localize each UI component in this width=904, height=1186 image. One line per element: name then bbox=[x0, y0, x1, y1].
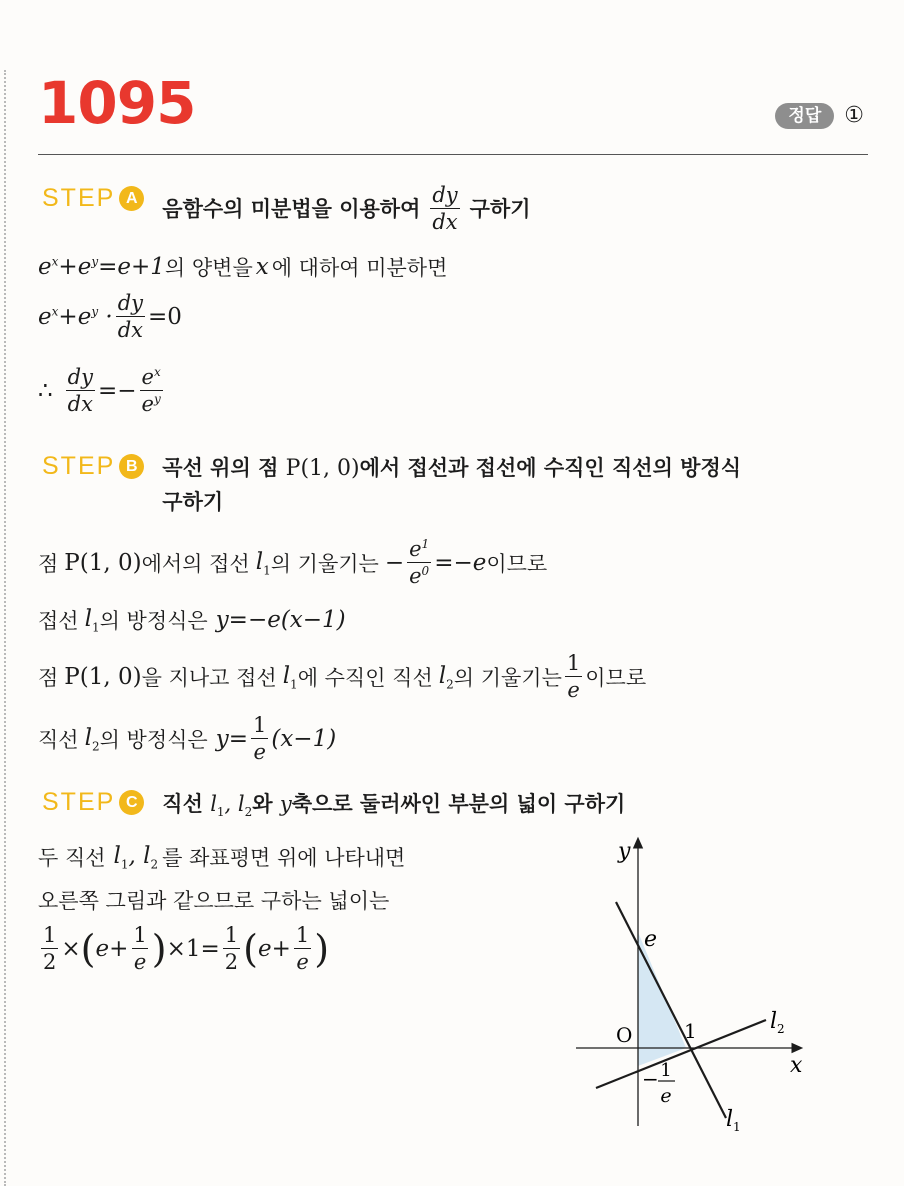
step-b-title-line2: 구하기 bbox=[162, 490, 224, 515]
step-b-line-3 bbox=[38, 652, 646, 702]
step-b-label: STEP bbox=[42, 452, 116, 480]
normal-equation-lhs: y= bbox=[215, 726, 248, 753]
half-fraction: $\frac{1}{2}$ bbox=[43, 923, 57, 975]
label-one: 1 bbox=[684, 1019, 697, 1043]
text-tangent: 접선 bbox=[38, 609, 79, 633]
step-c-title: 직선 $l_1$, $l_2$와 y축으로 둘러싸인 부분의 넓이 구하기 bbox=[162, 792, 626, 820]
text-tangent-at: 에서의 접선 bbox=[141, 552, 250, 577]
text-line: 직선 bbox=[38, 728, 79, 753]
label-origin: O bbox=[616, 1023, 633, 1047]
step-c-letter: C bbox=[119, 790, 144, 815]
step-a-line-3 bbox=[38, 366, 166, 416]
step-c-title-post: 축으로 둘러싸인 부분의 넓이 구하기 bbox=[291, 792, 626, 816]
equals-minus: =− bbox=[97, 378, 137, 405]
step-b-heading bbox=[42, 452, 741, 519]
tangent-equation: y=−e(x−1) bbox=[215, 607, 346, 633]
text-equation-is-2: 의 방정식은 bbox=[99, 728, 208, 753]
answer-value: ① bbox=[844, 103, 864, 129]
point-p-2: P(1, 0) bbox=[64, 550, 142, 577]
step-b-title-pre: 곡선 위의 점 bbox=[162, 456, 279, 480]
label-x: x bbox=[790, 1053, 803, 1078]
step-a-title-pre: 음함수의 미분법을 이용하여 bbox=[162, 196, 421, 221]
coordinate-graph bbox=[566, 836, 816, 1136]
var-x: x bbox=[255, 254, 269, 280]
equation-implicit: $e^x+e^y=e+1$ bbox=[38, 254, 165, 280]
step-c-title-pre: 직선 bbox=[162, 792, 203, 816]
header-rule bbox=[38, 154, 868, 155]
equation-derivative-lhs: $e^x+e^y$ · bbox=[38, 304, 113, 331]
e1-over-e0: $\frac{e^1}{e^0}$ bbox=[409, 537, 430, 589]
text-differentiate: 에 대하여 미분하면 bbox=[271, 256, 448, 280]
label-neg-den: e bbox=[660, 1085, 672, 1107]
ex-over-ey: $\frac{e^x}{e^y}$ bbox=[141, 365, 161, 417]
minus-sign: − bbox=[384, 550, 405, 577]
answer-badge: 정답 bbox=[775, 103, 834, 129]
l1-symbol: $l_1$ bbox=[255, 548, 271, 578]
dy-dx-fraction-2: $\frac{dy}{dx}$ bbox=[117, 291, 144, 343]
step-b-letter: B bbox=[119, 454, 144, 479]
step-a-line-1 bbox=[38, 252, 447, 282]
text-two-lines: 두 직선 bbox=[38, 846, 106, 870]
step-a-label: STEP bbox=[42, 184, 116, 212]
step-c-tag bbox=[42, 788, 144, 817]
step-b-title-post: 에서 접선과 접선에 수직인 직선의 방정식 bbox=[359, 456, 742, 480]
step-b-title bbox=[162, 452, 741, 519]
dy-dx-fraction-3: $\frac{dy}{dx}$ bbox=[67, 365, 93, 417]
step-c-label: STEP bbox=[42, 788, 116, 816]
step-a-letter: A bbox=[119, 186, 144, 211]
step-c-line-1 bbox=[38, 842, 405, 872]
text-area-is: 오른쪽 그림과 같으므로 구하는 넓이는 bbox=[38, 889, 390, 913]
step-a-heading bbox=[42, 184, 531, 234]
step-b-tag bbox=[42, 452, 144, 481]
text-equation-is: 의 방정식은 bbox=[99, 609, 208, 633]
text-slope-is-2: 의 기울기는 bbox=[453, 666, 562, 691]
text-point-2: 점 bbox=[38, 666, 59, 691]
frac-num: dy bbox=[432, 183, 458, 207]
text-point: 점 bbox=[38, 552, 59, 577]
text-on-plane: 를 좌표평면 위에 나타내면 bbox=[162, 846, 406, 870]
step-a-title bbox=[162, 184, 530, 234]
equals-minus-e: =−e bbox=[434, 550, 487, 577]
label-l1: $l_1$ bbox=[726, 1107, 741, 1134]
label-l2: $l_2$ bbox=[770, 1009, 785, 1036]
step-c-heading bbox=[42, 788, 625, 822]
text-therefore: 이므로 bbox=[486, 552, 548, 577]
shaded-region bbox=[638, 932, 686, 1066]
label-neg-minus: − bbox=[642, 1067, 659, 1091]
denom-e: e bbox=[141, 392, 154, 417]
one-over-e-2: $\frac{1}{e}$ bbox=[252, 713, 267, 765]
text-both-sides: 의 양변을 bbox=[164, 256, 253, 280]
step-b-line-1 bbox=[38, 538, 547, 588]
dy-dx-fraction bbox=[430, 184, 459, 234]
l2-symbol-2: $l_2$ bbox=[84, 724, 100, 754]
text-slope-is: 의 기울기는 bbox=[270, 552, 379, 577]
text-therefore-2: 이므로 bbox=[585, 666, 647, 691]
problem-number: 1095 bbox=[38, 69, 196, 137]
half-fraction-2: $\frac{1}{2}$ bbox=[224, 923, 239, 975]
point-p: P(1, 0) bbox=[285, 456, 360, 481]
frac-den: dx bbox=[432, 210, 458, 235]
point-p-3: P(1, 0) bbox=[64, 664, 142, 691]
step-b-line-4 bbox=[38, 714, 336, 764]
step-c-line-3: $\frac{1}{2}$ × ( e+ $\frac{1}{e}$ ) ×1= $\frac{1}{2}$ ( e+ $\frac{1}{e}$ ) bbox=[43, 923, 330, 975]
text-through-tangent: 을 지나고 접선 bbox=[141, 666, 277, 691]
label-neg-num: 1 bbox=[660, 1060, 672, 1081]
text-perpendicular-line: 에 수직인 직선 bbox=[297, 666, 433, 691]
l1-l2-symbols: $l_1$, $l_2$ bbox=[113, 842, 159, 872]
step-a-line-2 bbox=[38, 292, 182, 342]
normal-equation-rhs: (x−1) bbox=[271, 726, 337, 753]
step-c-line-2 bbox=[38, 885, 389, 915]
step-a-tag bbox=[42, 184, 144, 213]
step-b-line-2 bbox=[38, 605, 346, 635]
label-y: y bbox=[618, 839, 631, 864]
one-over-e: $\frac{1}{e}$ bbox=[566, 651, 581, 703]
therefore-symbol: ∴ bbox=[38, 378, 53, 405]
l1-symbol-2: $l_1$ bbox=[84, 605, 100, 635]
numer-e: e bbox=[141, 365, 154, 389]
times-one: ×1= bbox=[166, 936, 220, 963]
l1-symbol-3: $l_1$ bbox=[282, 662, 298, 692]
one-over-e-4: $\frac{1}{e}$ bbox=[295, 923, 310, 975]
page-margin-dots bbox=[4, 70, 6, 1186]
y-var: y bbox=[279, 792, 292, 816]
label-e: e bbox=[644, 927, 658, 952]
l2-symbol: $l_2$ bbox=[438, 662, 454, 692]
step-c-title-mid: 와 bbox=[252, 792, 273, 816]
step-a-title-post: 구하기 bbox=[469, 196, 531, 221]
answer-area bbox=[775, 103, 864, 129]
one-over-e-3: $\frac{1}{e}$ bbox=[133, 923, 147, 975]
times-sign: × bbox=[61, 936, 81, 963]
equals-zero: =0 bbox=[148, 304, 182, 331]
